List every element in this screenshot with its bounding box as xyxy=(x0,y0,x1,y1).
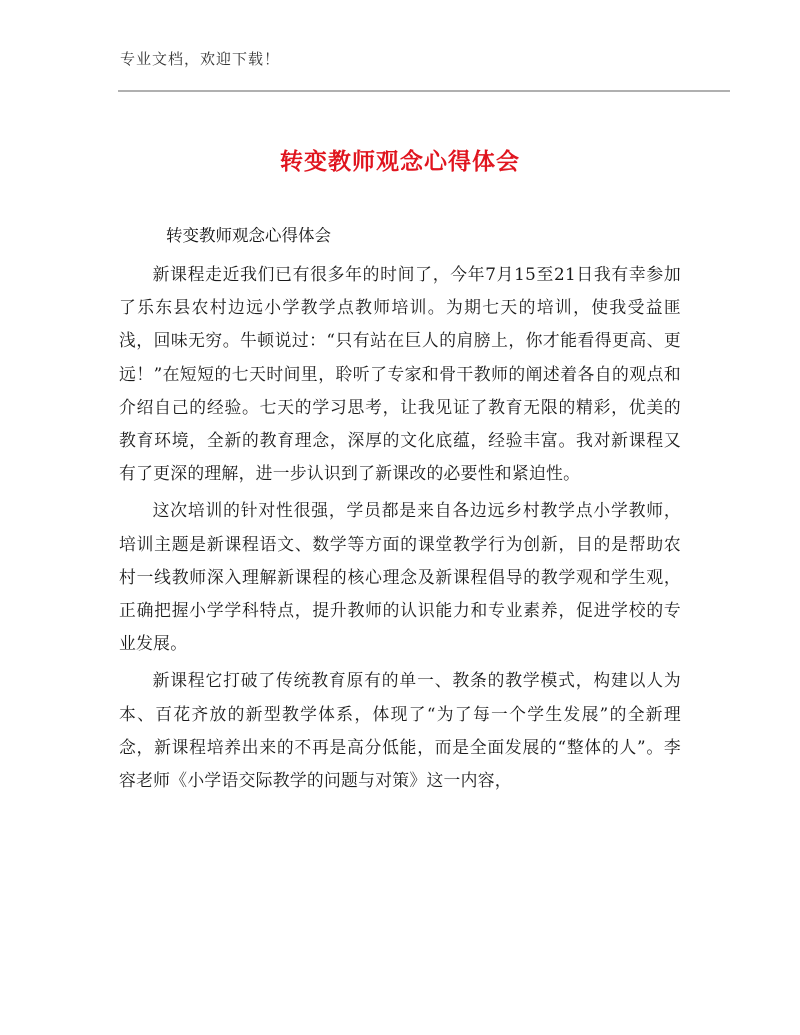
body-paragraph: 新课程走近我们已有很多年的时间了，今年7月15至21日我有幸参加了乐东县农村边远小学教学点教师培训。为期七天的培训，使我受益匪浅，回味无穷。牛顿说过：“只有站在巨人的肩膀上，你才能看得更高、更远！”在短短的七天时间里，聆听了专家和骨干教师的阐述着各自的观点和介绍自己的经验。七天的学习思考，让我见证了教育无限的精彩，优美的教育环境，全新的教育理念，深厚的文化底蕴，经验丰富。我对新课程又有了更深的理解，进一步认识到了新课改的必要性和紧迫性。 xyxy=(119,264,681,484)
document-subtitle: 转变教师观念心得体会 xyxy=(166,226,331,245)
body-paragraph: 这次培训的针对性很强，学员都是来自各边远乡村教学点小学教师，培训主题是新课程语文、数学等方面的课堂教学行为创新，目的是帮助农村一线教师深入理解新课程的核心理念及新课程倡导的教学观和学生观，正确把握小学学科特点，提升教师的认识能力和专业素养，促进学校的专业发展。 xyxy=(119,500,681,654)
header-divider xyxy=(118,90,730,92)
document-title: 转变教师观念心得体会 xyxy=(280,149,520,175)
body-paragraph: 新课程它打破了传统教育原有的单一、教条的教学模式，构建以人为本、百花齐放的新型教学体系，体现了“为了每一个学生发展”的全新理念，新课程培养出来的不再是高分低能，而是全面发展的“整体的人”。李容老师《小学语交际教学的问题与对策》这一内容， xyxy=(119,670,681,791)
header-note: 专业文档，欢迎下载！ xyxy=(120,50,281,68)
document-body xyxy=(119,258,681,801)
